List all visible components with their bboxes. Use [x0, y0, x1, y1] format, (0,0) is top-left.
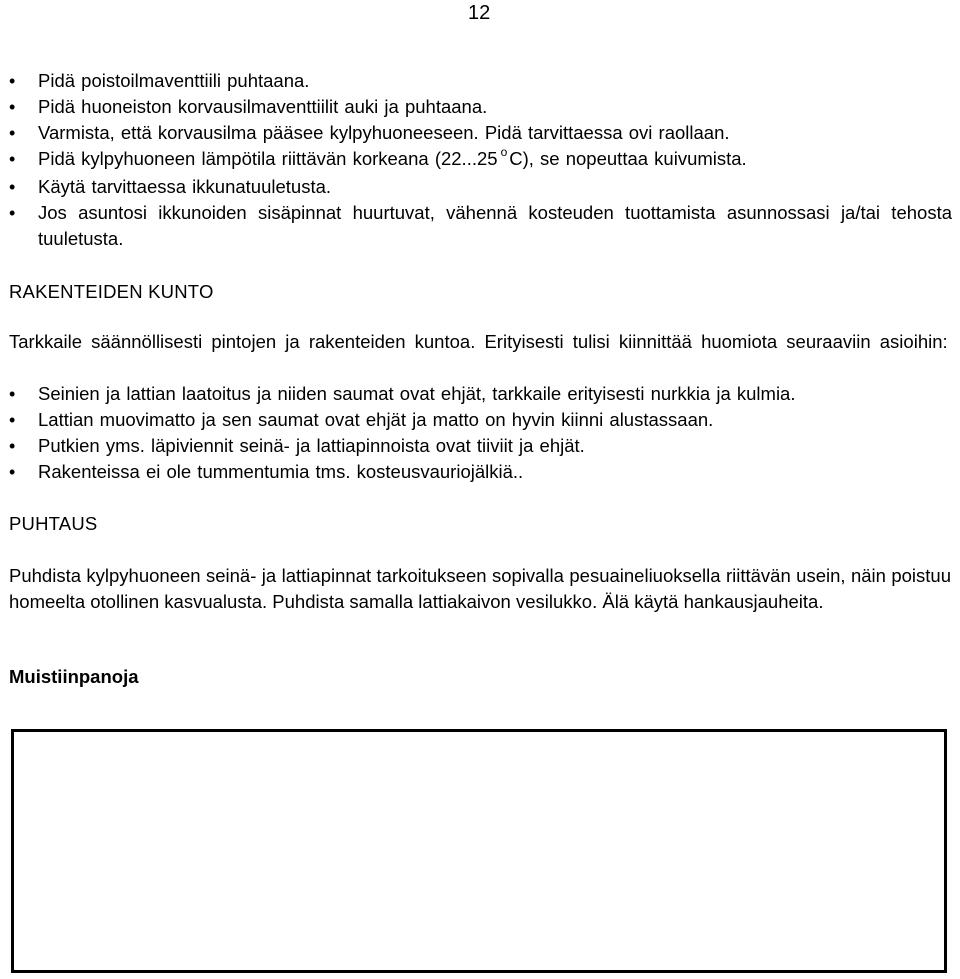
list-item: • Varmista, että korvausilma pääsee kylpyhuoneeseen. Pidä tarvittaessa ovi raollaan.: [8, 120, 952, 146]
list-item: • Pidä huoneiston korvausilmaventtiilit auki ja puhtaana.: [8, 94, 952, 120]
section-heading-cleaning: PUHTAUS: [9, 513, 98, 534]
list-item: • Seinien ja lattian laatoitus ja niiden saumat ovat ehjät, tarkkaile erityisesti nurkkia ja kulmia.: [8, 381, 952, 407]
temperature-text-before: Pidä kylpyhuoneen lämpötila riittävän korkeana (22...25: [38, 148, 498, 169]
notes-title: Muistiinpanoja: [9, 666, 139, 687]
structures-checklist: [8, 381, 952, 485]
list-item: • Rakenteissa ei ole tummentumia tms. kosteusvauriojälkiä..: [8, 459, 952, 485]
structures-intro-paragraph: Tarkkaile säännöllisesti pintojen ja rakenteiden kuntoa. Erityisesti tulisi kiinnittää huomiota seuraaviin asioihin:: [9, 331, 948, 352]
list-item: • Jos asuntosi ikkunoiden sisäpinnat huurtuvat, vähennä kosteuden tuottamista asunnossasi ja/tai tehosta tuuletusta.: [8, 200, 952, 252]
page-number: 12: [468, 2, 491, 24]
list-item: • Käytä tarvittaessa ikkunatuuletusta.: [8, 174, 952, 200]
ventilation-tips-list: [8, 68, 952, 252]
list-item: • Pidä poistoilmaventtiili puhtaana.: [8, 68, 952, 94]
list-item: • Lattian muovimatto ja sen saumat ovat ehjät ja matto on hyvin kiinni alustassaan.: [8, 407, 952, 433]
notes-box[interactable]: [11, 729, 947, 973]
section-heading-structures: RAKENTEIDEN KUNTO: [9, 281, 214, 302]
cleaning-paragraph: Puhdista kylpyhuoneen seinä- ja lattiapinnat tarkoitukseen sopivalla pesuaineliuoksella riittävän usein, näin poistuu homeelta otollinen kasvualusta. Puhdista samalla lattiakaivon vesilukko. Älä käytä hankausjauheita.: [9, 565, 951, 612]
list-item: • Putkien yms. läpiviennit seinä- ja lattiapinnoista ovat tiiviit ja ehjät.: [8, 433, 952, 459]
list-item-temperature: [8, 146, 952, 174]
temperature-text-after: C), se nopeuttaa kuivumista.: [509, 148, 747, 169]
degree-superscript: o: [500, 145, 508, 159]
